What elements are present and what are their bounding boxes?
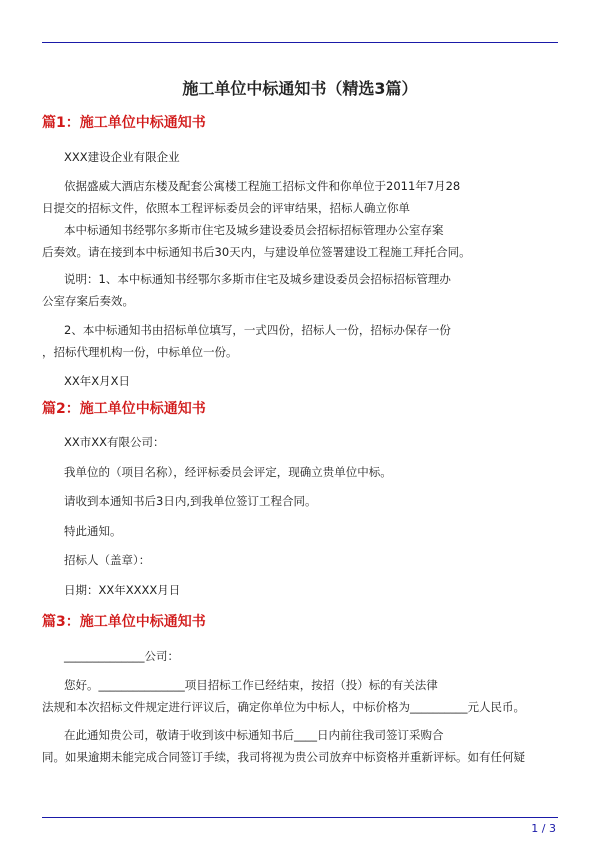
paragraph: 日期：XX年XXXX月日: [64, 583, 181, 597]
paragraph: [42, 724, 558, 768]
paragraph: 特此通知。: [64, 524, 122, 538]
paragraph: ______________公司：: [64, 649, 179, 663]
paragraph-line: 后奏效。请在接到本中标通知书后30天内，与建设单位签署建设工程施工拜托合同。: [42, 245, 471, 259]
paragraph: [42, 219, 558, 263]
paragraph: 我单位的（项目名称），经评标委员会评定，现确立贵单位中标。: [64, 465, 392, 479]
paragraph-line: 在此通知贵公司，敬请于收到该中标通知书后____日内前往我司签订采购合: [64, 728, 444, 742]
paragraph: XXX建设企业有限企业: [64, 150, 180, 164]
header-rule: [42, 42, 558, 43]
paragraph: XX年X月X日: [64, 374, 131, 388]
document-title: 施工单位中标通知书（精选3篇）: [182, 79, 418, 98]
paragraph: 招标人（盖章）：: [64, 553, 151, 567]
paragraph: [42, 674, 558, 718]
paragraph: 请收到本通知书后3日内,到我单位签订工程合同。: [64, 494, 317, 508]
paragraph-line: 本中标通知书经鄂尔多斯市住宅及城乡建设委员会招标招标管理办公室存案: [64, 223, 444, 237]
section-heading-1: 篇1：施工单位中标通知书: [42, 115, 206, 131]
paragraph-line: 说明：1、本中标通知书经鄂尔多斯市住宅及城乡建设委员会招标招标管理办: [64, 272, 451, 286]
paragraph-line: 依据盛威大酒店东楼及配套公寓楼工程施工招标文件和你单位于2011年7月28: [64, 179, 461, 193]
page-number: 1 / 3: [531, 822, 556, 835]
paragraph-line: 公室存案后奏效。: [42, 294, 134, 308]
footer-rule: [42, 817, 558, 818]
paragraph: [42, 175, 558, 219]
paragraph-line: 您好。_______________项目招标工作已经结束，按招（投）标的有关法律: [64, 678, 438, 692]
paragraph: [42, 319, 558, 363]
paragraph-line: 2、本中标通知书由招标单位填写，一式四份，招标人一份，招标办保存一份: [64, 323, 451, 337]
paragraph-line: 日提交的招标文件，依照本工程评标委员会的评审结果，招标人确立你单: [42, 201, 410, 215]
paragraph: [42, 268, 558, 312]
section-heading-3: 篇3：施工单位中标通知书: [42, 614, 206, 630]
paragraph: XX市XX有限公司：: [64, 435, 165, 449]
paragraph-line: 法规和本次招标文件规定进行评议后，确定你单位为中标人，中标价格为__________元人民币。: [42, 700, 525, 714]
paragraph-line: ，招标代理机构一份，中标单位一份。: [42, 345, 238, 359]
section-heading-2: 篇2：施工单位中标通知书: [42, 401, 206, 417]
paragraph-line: 同。如果逾期未能完成合同签订手续，我司将视为贵公司放弃中标资格并重新评标。如有任何疑: [42, 750, 525, 764]
